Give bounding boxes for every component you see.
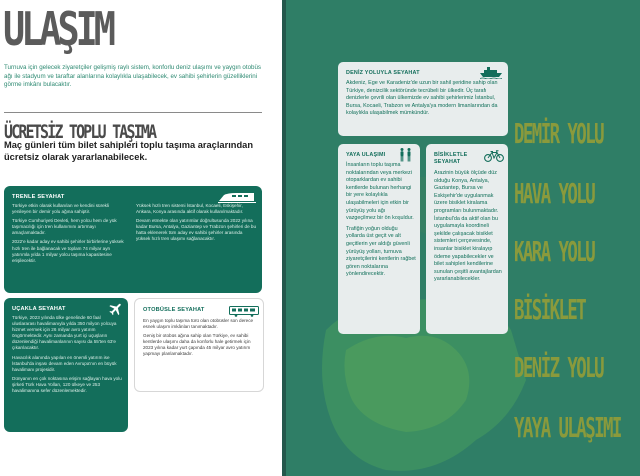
air-paragraph: Dünyanın en çok noktasına erişim sağlayan hava yolu şirketi Türk Hava Yolları, 120 ülkeye ve 253 havalimanına sefer düzenlemektedir. <box>12 375 122 394</box>
bike-card-text: Arazinin büyük ölçüde düz olduğu Konya, Antalya, Gaziantep, Bursa ve Eskişehir'de uygulanmak üzere bisiklet kiralama programları bulunmaktadır. İstanbul'da da aktif olan bu uygulamayla koordineli şekilde çalışacak bisiklet sistemleri çerçevesinde, insanlar bisiklet kiralayıp ödeme yapabilecekler ve bilet sahipleri kendilerine sunulan çeşitli avantajlardan yararlanabilecekler. <box>434 170 502 283</box>
train-paragraph: Yüksek hızlı tren sistemi İstanbul, Kocaeli, Eskişehir, Ankara, Konya arasında aktif olarak kullanılmaktadır. <box>136 203 244 215</box>
air-card <box>4 298 128 432</box>
mode-label: YAYA ULAŞIMI <box>514 411 621 444</box>
train-paragraph: Türkiye etkin olarak kullanılan ve kendini sürekli yenileyen bir demir yolu ağına sahiptir. <box>12 203 110 215</box>
train-paragraph: Devam etmekte olan yatırımlar doğrultusunda 2022 yılına kadar Bursa, Antalya, Gaziantep ve Trabzon şehirleri de bu hatta eklenerek tüm aday ev sahibi şehirler arasında yüksek hızlı tren ulaşımı sağlanacaktır. <box>136 218 257 242</box>
train-card-col1 <box>12 203 129 267</box>
bus-card-text <box>143 318 259 361</box>
bus-card-title: OTOBÜSLE SEYAHAT <box>143 307 205 313</box>
walk-card-title: YAYA ULAŞIMI <box>346 152 386 158</box>
train-paragraph: 2022'e kadar aday ev sahibi şehirler birbirlerine yüksek hızlı tren ile bağlanacak ve toplam 74 milyar ayrı yatırımla yılda 1 milyar yolcu taşıma kapasitesine erişilecektir. <box>12 239 124 263</box>
bus-paragraph: En yaygın toplu taşıma türü olan otobüsler son derece esnek ulaşım imkânları tanımaktadır. <box>143 318 254 330</box>
bus-paragraph: Geniş bir otobüs ağına sahip olan Türkiye, ev sahibi kentlerde ulaşımı daha da konforlu hale getirmek için 2023 yılına kadar yurt çapında 45 milyar avro yatırım yapmayı planlamaktadır. <box>143 333 251 357</box>
section-heading: ÜCRETSİZ TOPLU TAŞIMA <box>4 121 156 143</box>
air-card-title: UÇAKLA SEYAHAT <box>12 306 66 312</box>
divider <box>4 112 262 113</box>
page-title: ULAŞIM <box>3 2 112 56</box>
sea-card-title: DENİZ YOLUYLA SEYAHAT <box>346 70 420 76</box>
walk-paragraph: Trafiğin yoğun olduğu yollarda üst geçit ve alt geçitlerin yer aldığı güvenli yürüyüş yolları, turnuva ziyaretçilerini kentlerin rağbet gören noktalarına yönlendirecektir. <box>346 225 416 278</box>
right-page <box>286 0 640 476</box>
section-subtitle: Maç günleri tüm bilet sahipleri toplu taşıma araçlarından ücretsiz olarak yararlanabilecek. <box>4 140 254 162</box>
intro-text: Turnuva için gelecek ziyaretçiler gelişmiş raylı sistem, konforlu deniz ulaşımı ve yaygın otobüs ağı ile stadyum ve taraftar alanlarına kolaylıkla ulaşabilecek, ev sahibi şehirlerin güzelliklerini görme imkânı bulacaktır. <box>4 64 262 89</box>
train-card <box>4 186 262 293</box>
left-page <box>0 0 282 476</box>
air-paragraph: Türkiye, 2023 yılında ülke genelinde 60 faal uluslararası havalimanıyla yılda 350 milyon yolcuya hizmet vermek için 26 milyar avro yatırım öngörmektedir. Aynı zamanda yurt içi uçuşların düzenlendiği havalimanlarının sayısı da 55'ten 63'e çıkarılacaktır. <box>12 315 117 351</box>
bike-card-title: BİSİKLETLE SEYAHAT <box>434 152 468 166</box>
walk-paragraph: İnsanların toplu taşıma noktalarından veya merkezi otoparklardan ev sahibi kentlerde bulunan herhangi bir yere kolaylıkla ulaşabilmeleri için etkin bir yürüyüş yolu ağı vazgeçilmez bir ön koşuldur. <box>346 162 414 222</box>
sea-card-text: Akdeniz, Ege ve Karadeniz'de uzun bir sahil şeridine sahip olan Türkiye, denizcilik sektöründe tecrübeli bir ülkedir. Üç tarafı denizlerle çevrili olan ülkemizde ev sahibi şehirlerimiz İstanbul, Bursa, Kocaeli, Trabzon ve Antalya'ya modern limanlarından da kolaylıkla ulaşabilmek mümkündür. <box>346 80 498 117</box>
mode-label: BİSİKLET <box>514 293 586 326</box>
air-card-text <box>12 315 124 397</box>
bike-card <box>426 144 508 334</box>
air-paragraph: Havacılık alanında yapılan en önemli yatırım ise İstanbul'da inşası devam eden Avrupa'nın en büyük havalimanı projesidir. <box>12 354 117 372</box>
mode-label: HAVA YOLU <box>514 177 595 210</box>
bus-card <box>134 298 264 392</box>
train-paragraph: Türkiye Cumhuriyeti Devleti, hem yolcu hem de yük taşımacılığı için tren kullanımını artırmayı amaçlamaktadır. <box>12 218 117 236</box>
walk-card-text <box>346 162 416 282</box>
train-card-title: TRENLE SEYAHAT <box>12 194 65 200</box>
mode-label: DENİZ YOLU <box>514 351 604 384</box>
bicycle-icon <box>484 149 504 167</box>
sea-card <box>338 62 508 136</box>
mode-label: KARA YOLU <box>514 235 595 268</box>
mode-label: DEMİR YOLU <box>514 117 604 150</box>
walk-card <box>338 144 420 334</box>
train-card-col2 <box>136 203 256 246</box>
